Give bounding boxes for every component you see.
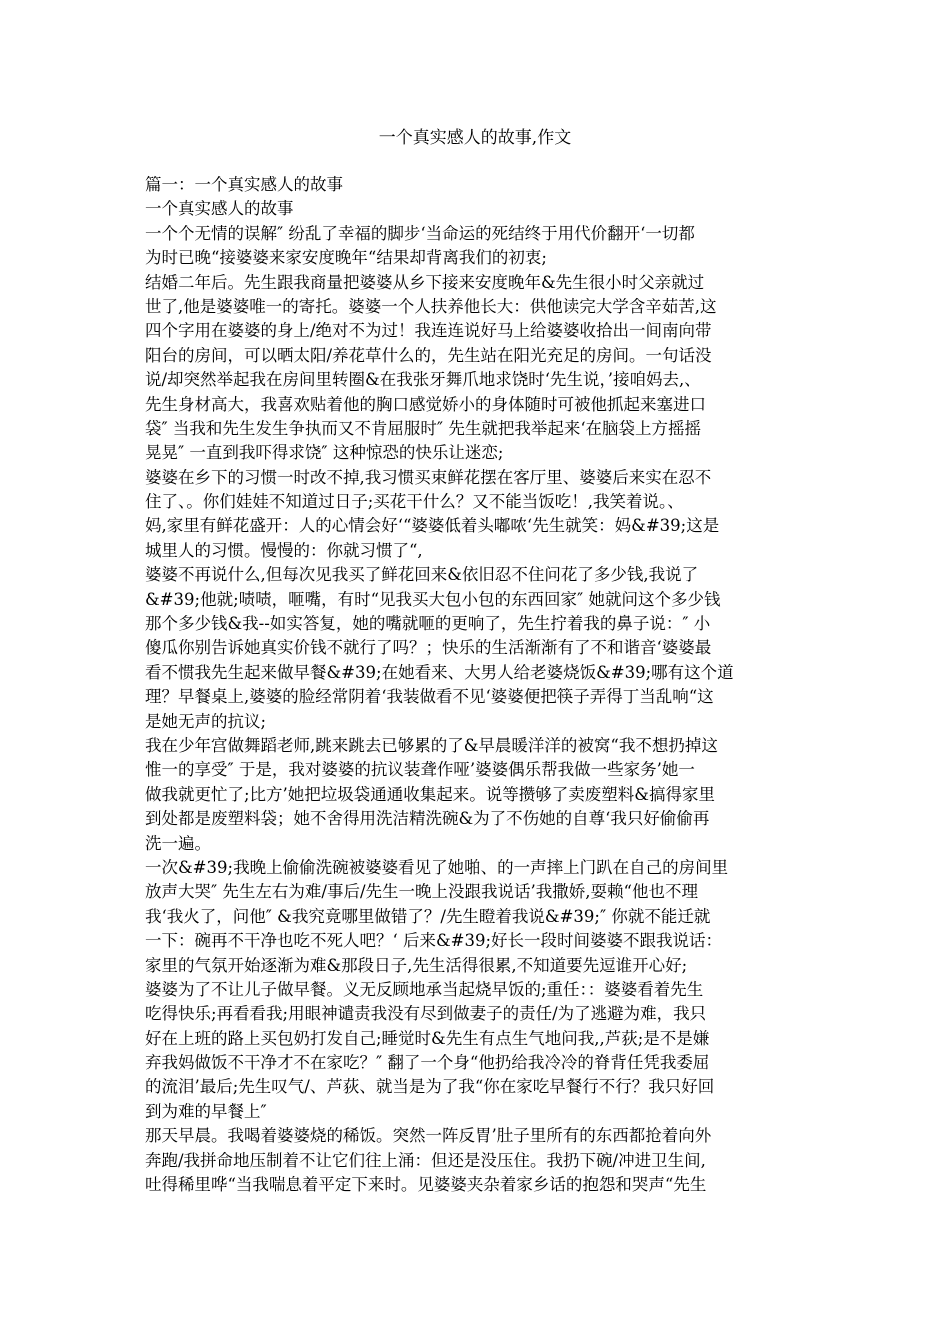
- document-title: 一个真实感人的故事,作文: [378, 128, 572, 148]
- document-line: 一次&#39;我晚上偷偷洗碗被婆婆看见了她啪、的一声摔上门趴在自己的房间里: [145, 857, 729, 877]
- document-line: 城里人的习惯。慢慢的：你就习惯了“,: [145, 540, 423, 560]
- document-line: 我在少年宫做舞蹈老师,跳来跳去已够累的了&早晨暖洋洋的被窝“我不想扔掉这: [145, 735, 718, 755]
- document-line: 吐得稀里哗“当我喘息着平定下来时。见婆婆夹杂着家乡话的抱怨和哭声“先生: [145, 1175, 707, 1195]
- document-line: 一个个无情的误解″ 纷乱了幸福的脚步‘当命运的死结终于用代价翻开‘一切都: [145, 223, 695, 243]
- document-line: 说/却突然举起我在房间里转圈&在我张牙舞爪地求饶时‘先生说，’接咱妈去,、: [145, 370, 701, 390]
- document-line: 奔跑/我拼命地压制着不让它们往上涌：但还是没压住。我扔下碗/冲进卫生间,: [145, 1150, 706, 1170]
- document-line: 到处都是废塑料袋；她不舍得用洗洁精洗碗&为了不伤她的自尊‘我只好偷偷再: [145, 809, 710, 829]
- document-line: 篇一：一个真实感人的故事: [145, 175, 343, 194]
- document-line: 理？早餐桌上,婆婆的脸经常阴着‘我装做看不见‘婆婆便把筷子弄得丁当乱响“这: [145, 687, 714, 707]
- document-line: 一个真实感人的故事: [145, 199, 294, 219]
- document-line: 弃我妈做饭不干净才不在家吃？″ 翻了一个身“他扔给我冷冷的脊背任凭我委屈: [145, 1053, 710, 1073]
- document-line: 是她无声的抗议;: [145, 711, 267, 731]
- document-line: 婆婆为了不让儿子做早餐。义无反顾地承当起烧早饭的;重任：：婆婆看着先生: [145, 979, 704, 999]
- document-line: 到为难的早餐上″: [145, 1101, 267, 1121]
- document-line: 那天早晨。我喝着婆婆烧的稀饭。突然一阵反胃’肚子里所有的东西都抢着向外: [145, 1126, 712, 1146]
- document-body: [145, 173, 815, 1197]
- document-line: 住了、。你们娃娃不知道过日子;买花干什么？又不能当饭吃！,我笑着说。、: [145, 492, 684, 512]
- document-line: 吃得快乐;再看看我;用眼神谴责我没有尽到做妻子的责任/为了逃避为难，我只: [145, 1004, 707, 1024]
- document-line: 婆婆不再说什么,但每次见我买了鲜花回来&依旧忍不住问花了多少钱,我说了: [145, 565, 699, 585]
- document-line: 那个多少钱&我--如实答复，她的嘴就咂的更响了，先生拧着我的鼻子说：″ 小: [145, 614, 711, 634]
- document-line: 我‘我火了，问他″ &我究竟哪里做错了？/先生瞪着我说&#39;″ 你就不能迁就: [145, 906, 711, 926]
- document-line: 家里的气氛开始逐渐为难&那段日子,先生活得很累,不知道要先逗谁开心好;: [145, 955, 688, 975]
- document-line: &#39;他就;啧啧，咂嘴，有时“见我买大包小包的东西回家″ 她就问这个多少钱: [145, 589, 721, 609]
- document-line: 做我就更忙了;比方’她把垃圾袋通通收集起来。说等攒够了卖废塑料&搞得家里: [145, 784, 715, 804]
- document-line: 阳台的房间，可以晒太阳/养花草什么的，先生站在阳光充足的房间。一句话没: [145, 345, 712, 365]
- document-line: 好在上班的路上买包奶打发自己;睡觉时&先生有点生气地问我,,芦荻;是不是嫌: [145, 1028, 710, 1048]
- document-line: 妈,家里有鲜花盛开：人的心情会好‘“婆婆低着头嘟哝‘先生就笑：妈&#39;这是: [145, 516, 720, 536]
- document-line: 傻瓜你别告诉她真实价钱不就行了吗？；快乐的生活渐渐有了不和谐音‘婆婆最: [145, 638, 712, 658]
- document-line: 世了,他是婆婆唯一的寄托。婆婆一个人扶养他长大：供他读完大学含辛茹苦,这: [145, 296, 717, 316]
- document-line: 的流泪’最后;先生叹气/、芦荻、就当是为了我“你在家吃早餐行不行？我只好回: [145, 1077, 715, 1097]
- document-line: 放声大哭″ 先生左右为难/事后/先生一晚上没跟我说话’我撒娇,耍赖“他也不理: [145, 882, 698, 902]
- document-line: 看不惯我先生起来做早餐&#39;在她看来、大男人给老婆烧饭&#39;哪有这个道: [145, 662, 734, 682]
- document-line: 结婚二年后。先生跟我商量把婆婆从乡下接来安度晚年&先生很小时父亲就过: [145, 272, 705, 292]
- document-line: 一下：碗再不干净也吃不死人吧？‘ 后来&#39;好长一段时间婆婆不跟我说话：: [145, 931, 723, 951]
- document-line: 四个字用在婆婆的身上/绝对不为过！我连连说好马上给婆婆收拾出一间南向带: [145, 321, 712, 341]
- document-line: 晃晃″ 一直到我吓得求饶″ 这种惊恐的快乐让迷恋;: [145, 443, 504, 463]
- document-line: 袋″ 当我和先生发生争执而又不肯屈服时″ 先生就把我举起来‘在脑袋上方摇摇: [145, 418, 702, 438]
- document-line: 婆婆在乡下的习惯一时改不掉,我习惯买束鲜花摆在客厅里、婆婆后来实在忍不: [145, 467, 712, 487]
- document-line: 洗一遍。: [145, 833, 211, 853]
- document-line: 为时已晚“接婆婆来家安度晚年“结果却背离我们的初衷;: [145, 248, 547, 268]
- document-line: 惟一的享受″ 于是，我对婆婆的抗议装聋作哑’婆婆偶乐帮我做一些家务’她一: [145, 760, 695, 780]
- document-line: 先生身材高大，我喜欢贴着他的胸口感觉娇小的身体随时可被他抓起来塞进口: [145, 394, 706, 414]
